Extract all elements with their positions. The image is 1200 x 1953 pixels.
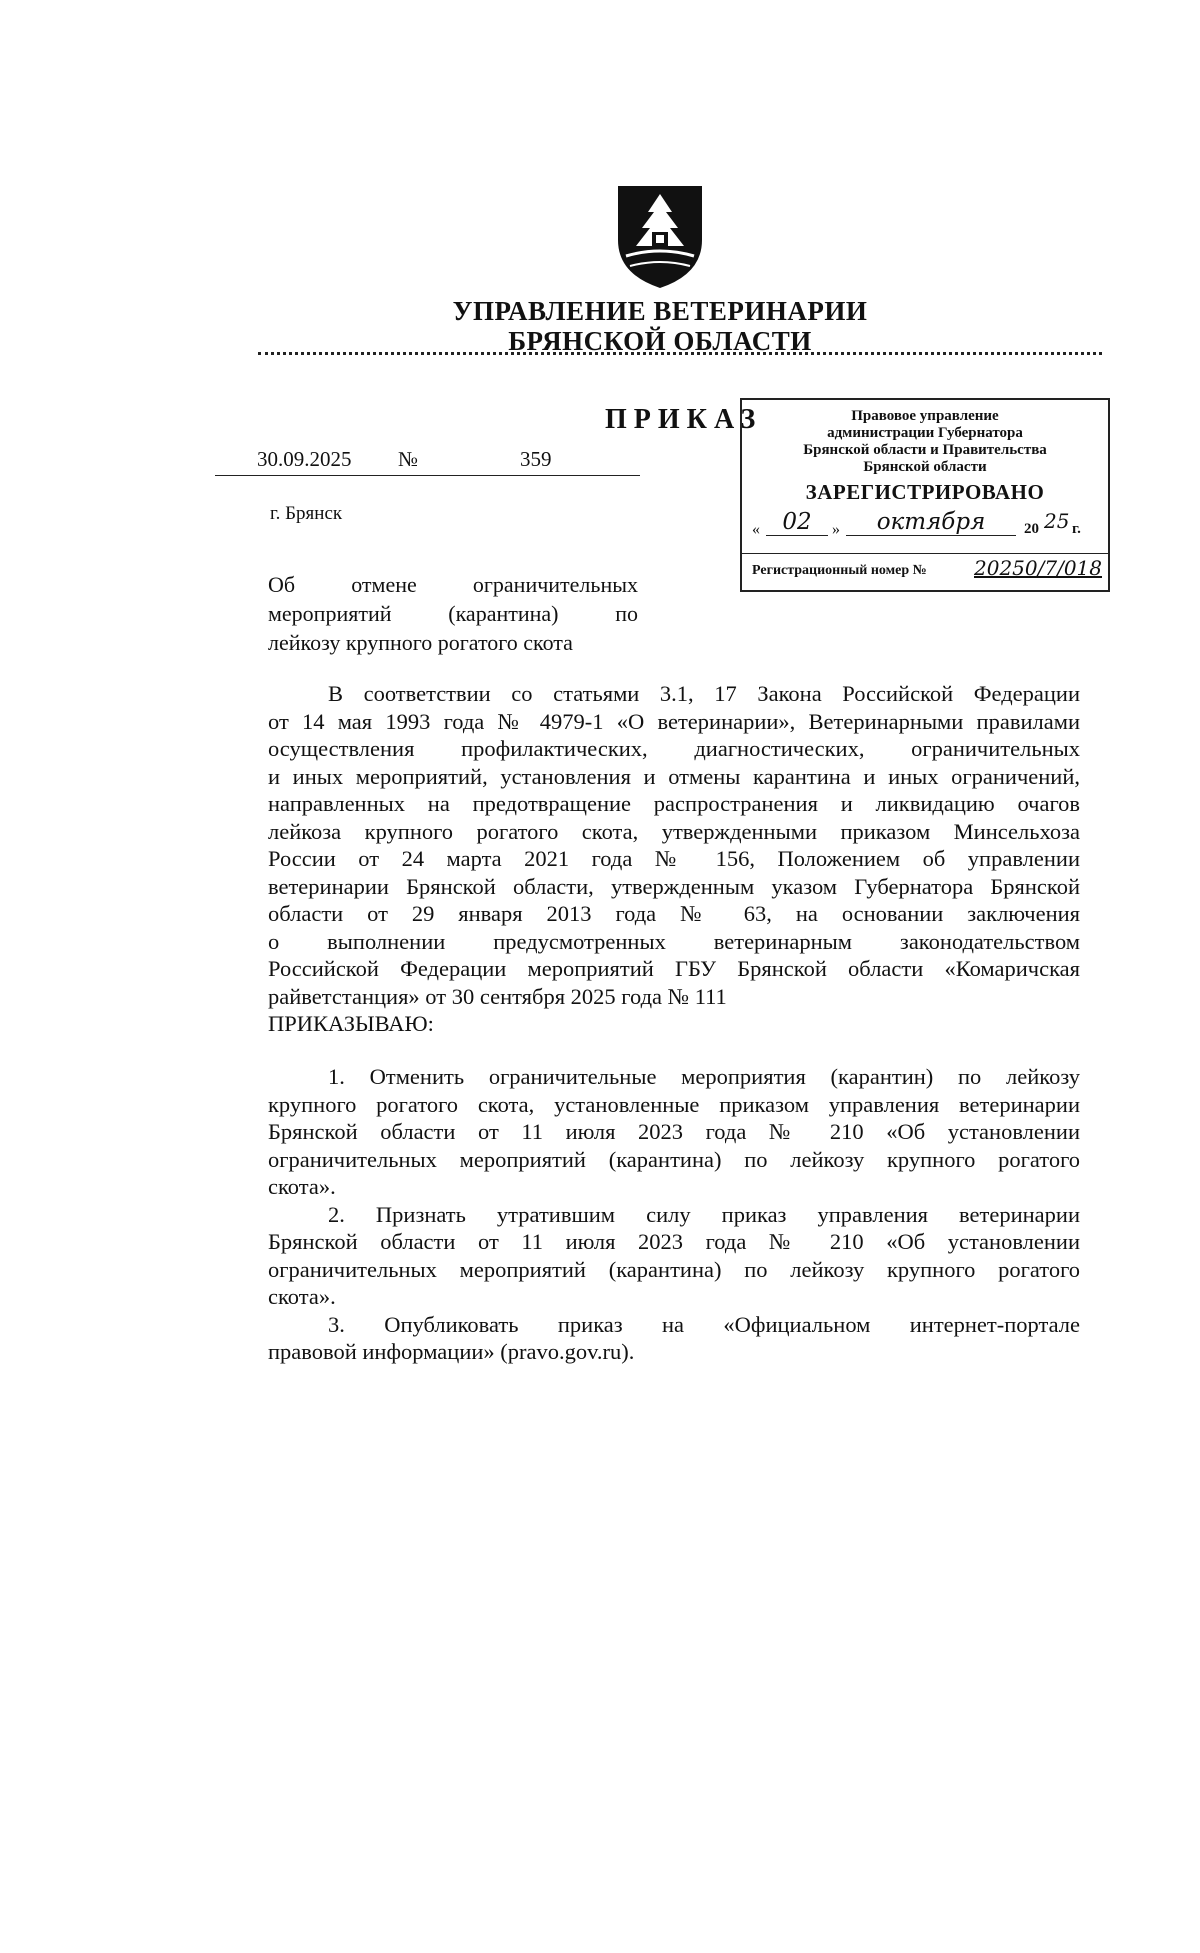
order-item-1	[268, 1063, 1080, 1201]
stamp-day: 02	[766, 509, 828, 536]
preamble-paragraph	[268, 680, 1080, 1038]
stamp-year-prefix: 20	[1024, 521, 1039, 537]
header-dotted-divider	[258, 352, 1102, 355]
preamble-line: о выполнении предусмотренных ветеринарным законодательством	[268, 928, 1080, 954]
preamble-line: направленных на предотвращение распространения и ликвидацию очагов	[268, 791, 1080, 816]
registration-stamp	[740, 398, 1110, 592]
item-line: скота».	[268, 1284, 336, 1309]
stamp-reg-label: Регистрационный номер №	[752, 563, 927, 578]
preamble-line: России от 24 марта 2021 года № 156, Положением об управлении	[268, 846, 1080, 871]
preamble-line: В соответствии со статьями 3.1, 17 Закона Российской Федерации	[328, 681, 1080, 706]
preamble-line: Российской Федерации мероприятий ГБУ Брянской области «Комаричская	[268, 956, 1080, 981]
org-name-line-1: УПРАВЛЕНИЕ ВЕТЕРИНАРИИ	[452, 296, 868, 326]
stamp-line: Правовое управление	[851, 408, 999, 424]
stamp-reg-row	[742, 554, 1108, 584]
item-line: крупного рогатого скота, установленные приказом управления ветеринарии	[268, 1091, 1080, 1117]
item-line: ограничительных мероприятий (карантина) по лейкозу крупного рогатого	[268, 1256, 1080, 1282]
item-line: 1. Отменить ограничительные мероприятия (карантин) по лейкозу	[328, 1064, 1080, 1089]
order-items	[268, 1063, 1080, 1366]
subject-line: Об отмене ограничительных	[268, 572, 638, 597]
stamp-year-unit: г.	[1072, 521, 1081, 537]
stamp-reg-number: 20250/7/018	[974, 556, 1102, 580]
subject-line: лейкозу крупного рогатого скота	[268, 630, 573, 655]
item-line: ограничительных мероприятий (карантина) по лейкозу крупного рогатого	[268, 1146, 1080, 1172]
date-number-line	[215, 447, 640, 476]
order-word: ПРИКАЗЫВАЮ:	[268, 1011, 434, 1036]
document-date: 30.09.2025	[257, 447, 352, 471]
document-subject	[268, 570, 638, 657]
item-line: Брянской области от 11 июля 2023 года № 210 «Об установлении	[268, 1229, 1080, 1254]
preamble-line: лейкоза крупного рогатого скота, утвержденными приказом Минсельхоза	[268, 818, 1080, 844]
preamble-line: от 14 мая 1993 года № 4979-1 «О ветеринарии», Ветеринарными правилами	[268, 708, 1080, 734]
item-line: Брянской области от 11 июля 2023 года № 210 «Об установлении	[268, 1119, 1080, 1144]
preamble-line: области от 29 января 2013 года № 63, на основании заключения	[268, 901, 1080, 926]
preamble-line: осуществления профилактических, диагностических, ограничительных	[268, 736, 1080, 761]
preamble-line: ветеринарии Брянской области, утвержденным указом Губернатора Брянской	[268, 873, 1080, 899]
order-item-2	[268, 1201, 1080, 1311]
number-sign: №	[398, 447, 419, 471]
document-type-title: ПРИКАЗ	[605, 404, 763, 435]
subject-line: мероприятий (карантина) по	[268, 601, 638, 626]
item-line: 2. Признать утратившим силу приказ управления ветеринарии	[328, 1201, 1080, 1227]
document-number: 359	[520, 447, 552, 471]
item-line: скота».	[268, 1174, 336, 1199]
stamp-registered: ЗАРЕГИСТРИРОВАНО	[805, 480, 1045, 504]
item-line: 3. Опубликовать приказ на «Официальном интернет-портале	[328, 1311, 1080, 1337]
stamp-month: октября	[846, 509, 1016, 536]
stamp-line: администрации Губернатора	[827, 425, 1023, 441]
coat-of-arms-emblem	[612, 182, 708, 292]
stamp-year-suffix: 25	[1044, 509, 1070, 533]
preamble-line: райветстанция» от 30 сентября 2025 года № 111	[268, 983, 727, 1009]
item-line: правовой информации» (pravo.gov.ru).	[268, 1339, 635, 1364]
org-name-line-2: БРЯНСКОЙ ОБЛАСТИ	[508, 326, 812, 356]
stamp-line: Брянской области и Правительства	[803, 442, 1047, 458]
stamp-line: Брянской области	[863, 459, 987, 475]
preamble-line: и иных мероприятий, установления и отмены карантина и иных ограничений,	[268, 763, 1080, 789]
order-item-3	[268, 1311, 1080, 1366]
stamp-date-row: « 02 » октября 20 25 г.	[752, 509, 1081, 538]
document-city: г. Брянск	[270, 503, 343, 524]
